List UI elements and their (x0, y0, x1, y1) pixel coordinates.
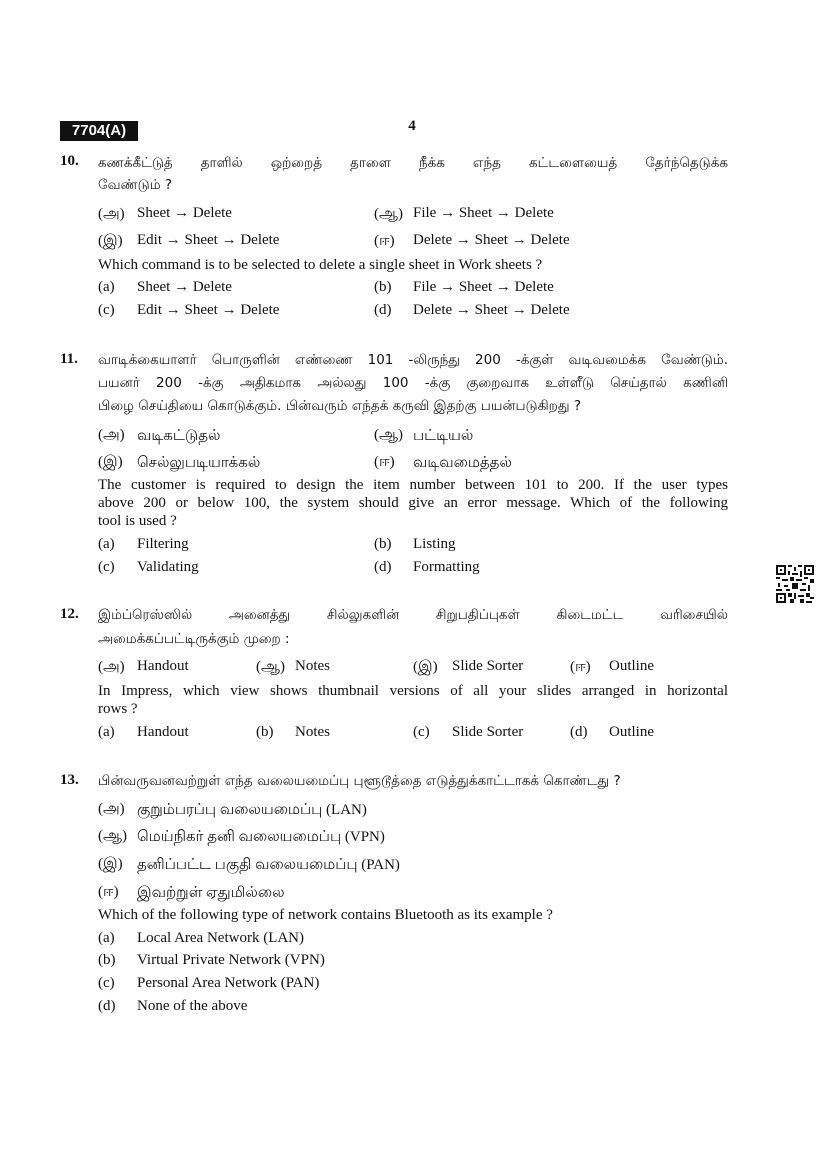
option-text: Virtual Private Network (VPN) (137, 952, 325, 968)
option-text: Local Area Network (LAN) (137, 930, 305, 946)
option-label: (அ) (98, 427, 125, 443)
question-tamil-text: அமைக்கப்பட்டிருக்கும் முறை : (98, 631, 290, 647)
option-text: குறும்பரப்பு வலையமைப்பு (LAN) (137, 802, 367, 818)
option-text: Formatting (413, 559, 480, 575)
option-label: (அ) (98, 659, 125, 675)
option-label: (c) (98, 302, 115, 318)
option-label: (ஆ) (374, 427, 403, 443)
option-text: வடிகட்டுதல் (137, 428, 221, 444)
option-label: (d) (98, 998, 116, 1014)
option-label: (b) (256, 724, 274, 740)
question-tamil-text: பயனர் 200 -க்கு அதிகமாக அல்லது 100 -க்கு குறைவாக உள்ளீடு செய்தால் கணினி (98, 375, 728, 391)
question-tamil-text: பிழை செய்தியை கொடுக்கும். பின்வரும் எந்தக் கருவி இதற்கு பயன்படுகிறது ? (98, 398, 581, 414)
option-text: பட்டியல் (413, 428, 474, 444)
question-tamil-text: பின்வருவனவற்றுள் எந்த வலையமைப்பு புளூடூத்தை எடுத்துக்காட்டாகக் கொண்டது ? (98, 773, 621, 789)
option-label: (ஈ) (374, 233, 395, 249)
option-label: (இ) (98, 233, 123, 249)
question-english-text: The customer is required to design the item number between 101 to 200. If the user types (98, 477, 728, 493)
option-text: Personal Area Network (PAN) (137, 975, 320, 991)
option-label: (a) (98, 724, 115, 740)
option-label: (அ) (98, 801, 125, 817)
question-english-text: In Impress, which view shows thumbnail versions of all your slides arranged in horizontal (98, 683, 728, 699)
option-text: Handout (137, 658, 189, 674)
question-tamil-text: வேண்டும் ? (98, 177, 173, 193)
paper-code-badge: 7704(A) (60, 121, 138, 141)
option-label: (ஆ) (256, 659, 285, 675)
option-label: (d) (570, 724, 588, 740)
option-text: Outline (609, 658, 654, 674)
option-label: (ஈ) (98, 884, 119, 900)
option-label: (அ) (98, 206, 125, 222)
option-text: மெய்நிகர் தனி வலையமைப்பு (VPN) (137, 829, 385, 845)
option-text: File → Sheet → Delete (413, 205, 554, 221)
qr-code-icon (776, 565, 814, 603)
option-label: (d) (374, 559, 392, 575)
option-label: (d) (374, 302, 392, 318)
option-label: (ஆ) (98, 828, 127, 844)
option-label: (இ) (98, 856, 123, 872)
question-tamil-text: இம்ப்ரெஸ்ஸில் அனைத்து சில்லுகளின் சிறுபதிப்புகள் கிடைமட்ட வரிசையில் (98, 607, 728, 623)
option-text: Filtering (137, 536, 189, 552)
option-text: Outline (609, 724, 654, 740)
option-label: (c) (413, 724, 430, 740)
question-tamil-text: கணக்கீட்டுத் தாளில் ஒற்றைத் தாளை நீக்க எந்த கட்டளையைத் தேர்ந்தெடுக்க (98, 155, 728, 171)
question-tamil-text: வாடிக்கையாளர் பொருளின் எண்ணை 101 -லிருந்து 200 -க்குள் வடிவமைக்க வேண்டும். (98, 352, 728, 368)
option-label: (a) (98, 279, 115, 295)
question-number: 12. (60, 606, 79, 622)
option-label: (ஈ) (374, 454, 395, 470)
option-text: Notes (295, 658, 330, 674)
option-text: Notes (295, 724, 330, 740)
option-label: (b) (374, 536, 392, 552)
option-label: (இ) (413, 659, 438, 675)
page-number: 4 (408, 118, 416, 134)
option-label: (c) (98, 559, 115, 575)
option-label: (b) (374, 279, 392, 295)
option-text: தனிப்பட்ட பகுதி வலையமைப்பு (PAN) (137, 857, 400, 873)
option-label: (ஆ) (374, 206, 403, 222)
question-english-text: tool is used ? (98, 513, 177, 529)
option-label: (ஈ) (570, 659, 591, 675)
option-text: Validating (137, 559, 199, 575)
option-text: Edit → Sheet → Delete (137, 232, 280, 248)
option-text: Delete → Sheet → Delete (413, 232, 570, 248)
option-text: Sheet → Delete (137, 205, 232, 221)
question-number: 11. (60, 351, 78, 367)
option-text: Edit → Sheet → Delete (137, 302, 280, 318)
option-label: (இ) (98, 454, 123, 470)
option-text: None of the above (137, 998, 248, 1014)
option-text: செல்லுபடியாக்கல் (137, 455, 261, 471)
option-text: Slide Sorter (452, 724, 524, 740)
question-english-text: rows ? (98, 701, 138, 717)
option-text: Listing (413, 536, 456, 552)
option-label: (a) (98, 930, 115, 946)
option-text: வடிவமைத்தல் (413, 455, 512, 471)
option-text: Delete → Sheet → Delete (413, 302, 570, 318)
option-label: (c) (98, 975, 115, 991)
option-label: (b) (98, 952, 116, 968)
question-number: 10. (60, 153, 79, 169)
option-label: (a) (98, 536, 115, 552)
option-text: இவற்றுள் ஏதுமில்லை (137, 885, 285, 901)
option-text: Slide Sorter (452, 658, 524, 674)
question-english-text: Which command is to be selected to delete a single sheet in Work sheets ? (98, 257, 543, 273)
option-text: Handout (137, 724, 189, 740)
question-english-text: above 200 or below 100, the system should give an error message. Which of the following (98, 495, 728, 511)
question-number: 13. (60, 772, 79, 788)
option-text: Sheet → Delete (137, 279, 232, 295)
question-english-text: Which of the following type of network contains Bluetooth as its example ? (98, 907, 553, 923)
option-text: File → Sheet → Delete (413, 279, 554, 295)
